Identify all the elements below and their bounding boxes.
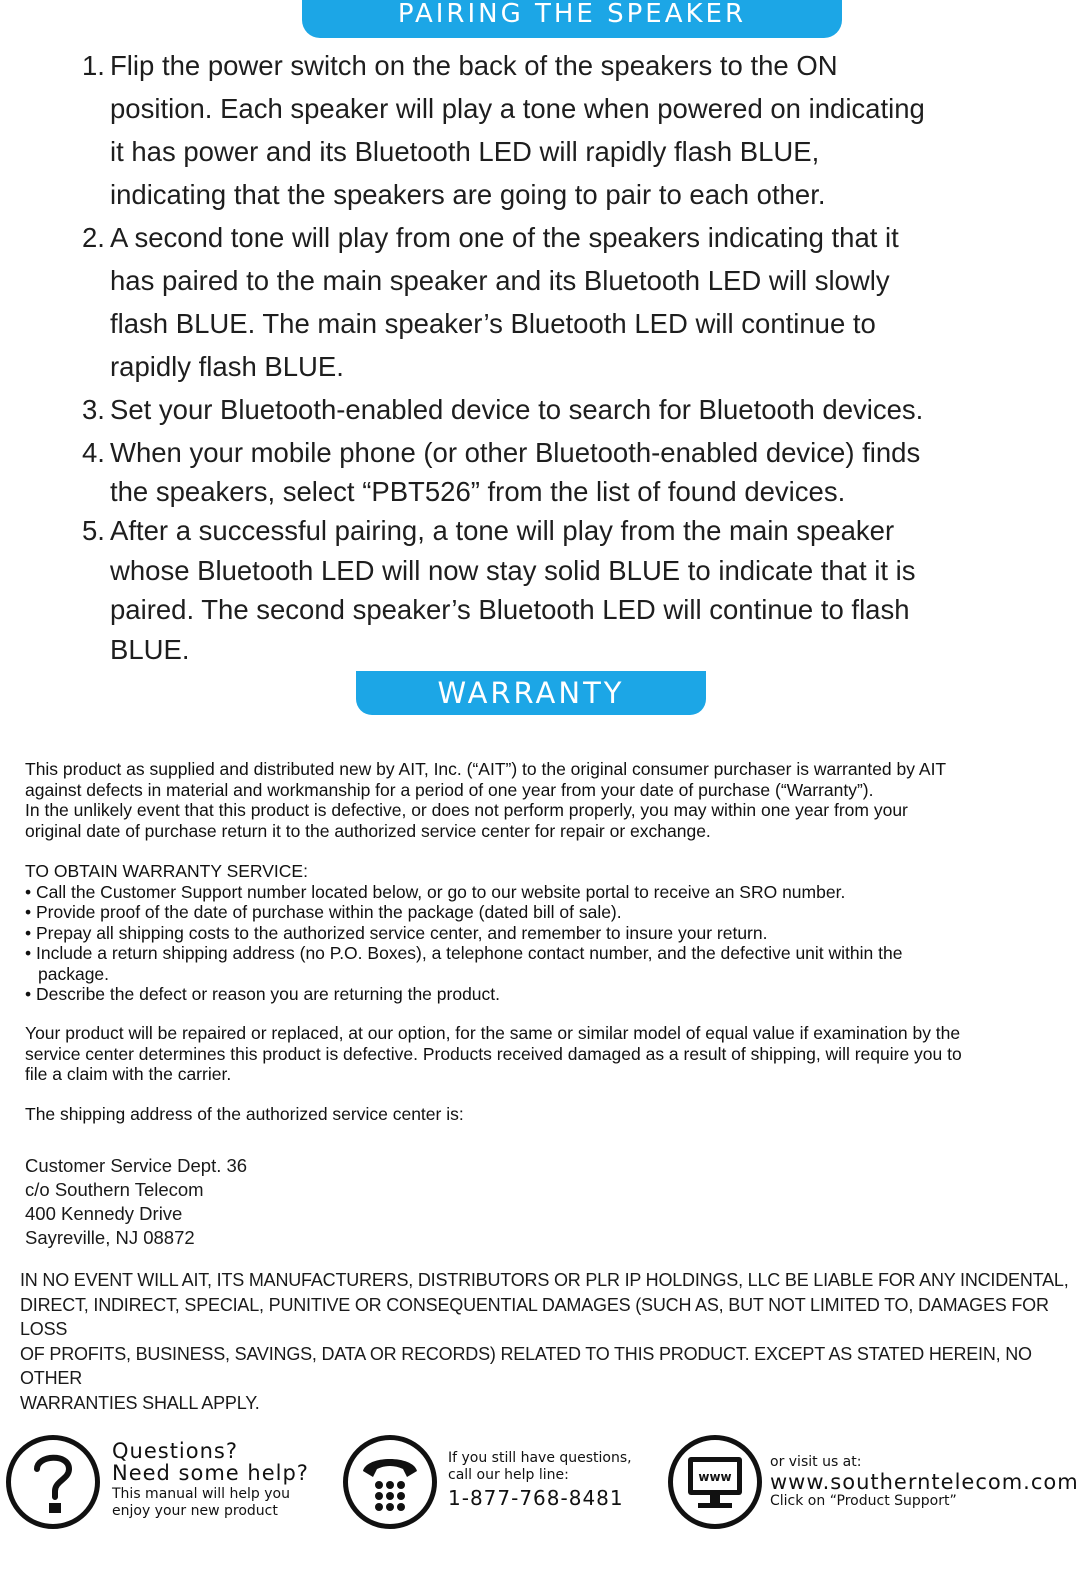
step-1 [82,44,1082,216]
help-question-1: Questions? [112,1439,239,1463]
step-line: BLUE. [110,633,190,665]
step-4 [82,433,1082,511]
step-number: 5. [82,515,105,546]
step-line: indicating that the speakers are going to pair to each other. [110,179,826,210]
question-mark-icon [6,1435,100,1529]
web-text-1: or visit us at: [770,1454,862,1470]
service-bullet: • Describe the defect or reason you are returning the product. [25,984,501,1004]
warranty-intro-line: against defects in material and workmanship for a period of one year from your date of purchase (“Warranty”). [25,779,874,800]
step-line: A second tone will play from one of the speakers indicating that it [110,222,899,253]
website-link[interactable]: www.southerntelecom.com [770,1470,1079,1494]
service-bullet: • Provide proof of the date of purchase within the package (dated bill of sale). [25,902,622,922]
shipping-label: The shipping address of the authorized service center is: [25,1104,464,1124]
repair-line: service center determines this product is defective. Products received damaged as a result of shipping, will require you to [25,1043,962,1064]
warranty-section-title: WARRANTY [356,671,706,715]
step-line: has paired to the main speaker and its Bluetooth LED will slowly [110,265,890,296]
step-5 [82,511,1082,669]
step-line: whose Bluetooth LED will now stay solid BLUE to indicate that it is [110,554,916,586]
step-line: paired. The second speaker’s Bluetooth LED will continue to flash [110,594,910,625]
step-number: 2. [82,222,105,253]
computer-monitor-icon [668,1435,762,1529]
repair-line: file a claim with the carrier. [25,1064,232,1084]
step-number: 4. [82,437,105,468]
warranty-intro-line: In the unlikely event that this product is defective, or does not perform properly, you may within one year from your [25,800,908,820]
phone-text-2: call our help line: [448,1467,569,1483]
liability-disclaimer [20,1268,1080,1415]
phone-icon [343,1435,437,1529]
address-line: Customer Service Dept. 36 [25,1155,248,1176]
help-subtext-2: enjoy your new product [112,1503,278,1519]
step-3 [82,388,1082,431]
step-number: 1. [82,50,105,81]
service-bullet: • Prepay all shipping costs to the authorized service center, and remember to insure your return. [25,922,768,943]
disclaimer-line: WARRANTIES SHALL APPLY. [20,1392,260,1413]
pairing-section-title: PAIRING THE SPEAKER [302,0,842,38]
step-line: it has power and its Bluetooth LED will rapidly flash BLUE, [110,136,820,167]
phone-text-1: If you still have questions, [448,1450,632,1466]
disclaimer-line: IN NO EVENT WILL AIT, ITS MANUFACTURERS, DISTRIBUTORS OR PLR IP HOLDINGS, LLC BE LIABLE FOR ANY INCIDENTAL, [20,1270,1069,1290]
disclaimer-line: DIRECT, INDIRECT, SPECIAL, PUNITIVE OR CONSEQUENTIAL DAMAGES (SUCH AS, BUT NOT LIMITED TO, DAMAGES FOR LOSS [20,1294,1049,1339]
disclaimer-line: OF PROFITS, BUSINESS, SAVINGS, DATA OR RECORDS) RELATED TO THIS PRODUCT. EXCEPT AS STATED HEREIN, NO OTHER [20,1343,1032,1388]
help-subtext-1: This manual will help you [112,1486,290,1502]
phone-number[interactable]: 1-877-768-8481 [448,1486,624,1510]
address-line: Sayreville, NJ 08872 [25,1227,195,1248]
help-question-2: Need some help? [112,1461,309,1485]
service-address [25,1154,247,1250]
step-line: the speakers, select “PBT526” from the list of found devices. [110,476,846,507]
pairing-steps [82,44,1082,669]
step-number: 3. [82,394,105,425]
step-line: flash BLUE. The main speaker’s Bluetooth LED will continue to [110,308,876,339]
service-bullet: • Include a return shipping address (no P.O. Boxes), a telephone contact number, and the defective unit within the [25,943,903,963]
warranty-service [25,861,1075,1005]
service-heading: TO OBTAIN WARRANTY SERVICE: [25,861,308,881]
warranty-repair [25,1023,1075,1085]
step-line: position. Each speaker will play a tone when powered on indicating [110,93,925,124]
help-footer [0,1430,1091,1540]
step-line: rapidly flash BLUE. [110,351,344,382]
repair-line: Your product will be repaired or replaced, at our option, for the same or similar model of equal value if examination by the [25,1023,961,1043]
address-line: 400 Kennedy Drive [25,1203,183,1224]
service-bullet: • Call the Customer Support number located below, or go to our website portal to receive an SRO number. [25,881,846,902]
web-text-2: Click on “Product Support” [770,1493,957,1509]
step-line: Set your Bluetooth-enabled device to search for Bluetooth devices. [110,394,924,425]
warranty-intro [25,759,1075,841]
step-line: When your mobile phone (or other Bluetooth-enabled device) finds [110,437,921,468]
address-line: c/o Southern Telecom [25,1179,204,1200]
step-2 [82,216,1082,388]
www-badge-text: www [698,1470,732,1484]
service-bullet-continuation: package. [38,963,110,984]
warranty-intro-line: This product as supplied and distributed new by AIT, Inc. (“AIT”) to the original consumer purchaser is warranted by AIT [25,759,947,779]
step-line: After a successful pairing, a tone will play from the main speaker [110,515,895,546]
step-line: Flip the power switch on the back of the speakers to the ON [110,50,838,81]
warranty-intro-line: original date of purchase return it to the authorized service center for repair or exchange. [25,820,711,841]
